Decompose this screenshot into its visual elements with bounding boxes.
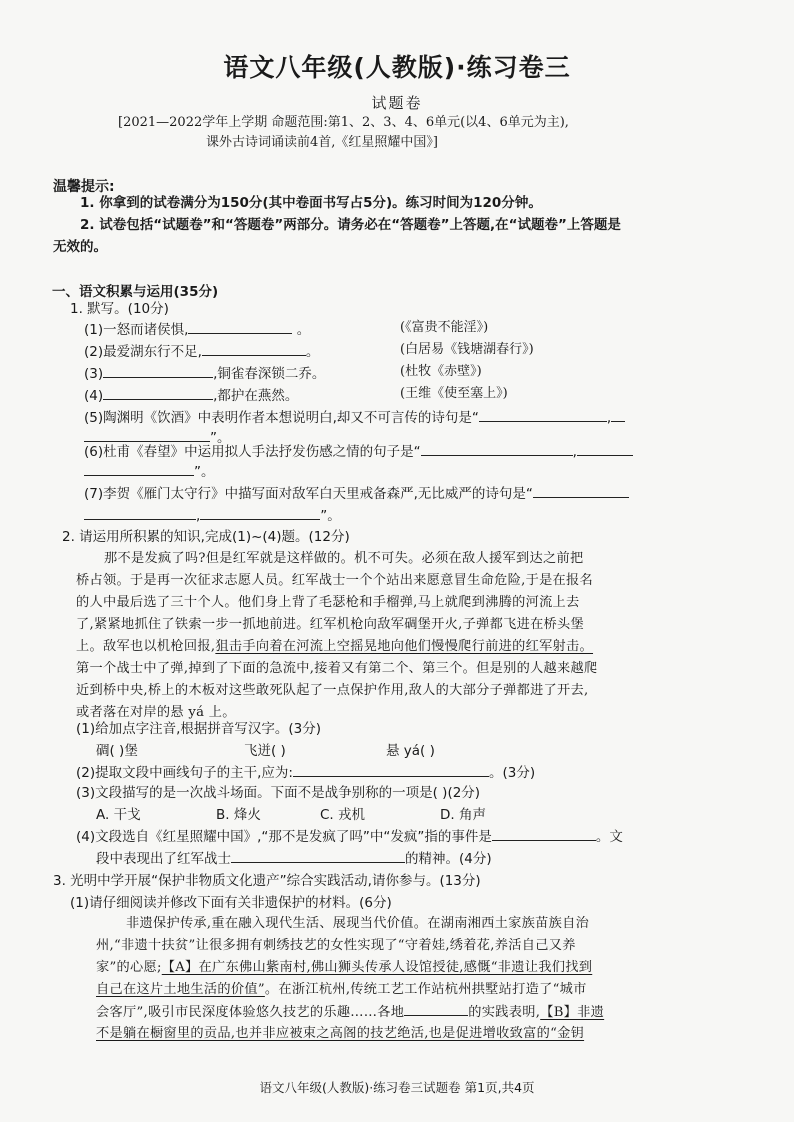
q1-6-text: (6)杜甫《春望》中运用拟人手法抒发伤感之情的句子是“ [84,444,421,460]
q1-1-end: 。 [296,322,311,338]
q2-sub-1-b[interactable]: 飞迸( ) [244,743,286,759]
q3-passage-3-a: 家”的心愿; [96,960,162,975]
q2-sub-4-blank-b[interactable] [231,848,405,863]
q3-underlined-a-end: 自己在这片土地生活的价值” [96,982,265,997]
q1-line-7 [84,483,629,505]
q1-7-comma: , [196,508,201,524]
q3-label: 3. 光明中学开展“保护非物质文化遗产”综合实践活动,请你参与。(13分) [53,873,481,889]
hint-heading: 温馨提示: [53,179,115,195]
q1-5-blank-b-start[interactable] [611,407,625,422]
hint-item-2b: 无效的。 [53,239,107,255]
q2-sub-4-end: 的精神。(4分) [405,851,492,867]
q1-3-text: (3) [84,366,104,382]
q1-4-source: (王维《使至塞上》) [400,386,508,401]
q2-sub-2-end: 。(3分) [488,765,536,781]
q1-line-2 [84,341,319,363]
q2-label: 2. 请运用所积累的知识,完成(1)~(4)题。(12分) [62,529,350,545]
q1-6-blank-a[interactable] [421,441,573,456]
q1-5-end: ”。 [210,430,231,446]
q2-underlined-sentence: 狙击手向着在河流上空摇晃地向他们慢慢爬行前进的红军射击。 [215,639,594,654]
q2-option-a[interactable]: A. 干戈 [96,807,141,823]
q3-passage-5-b: 的实践表明, [468,1005,541,1020]
q1-line-5 [84,407,625,429]
q2-sub-4-mid: 。文 [595,829,623,845]
q1-1-source: (《富贵不能淫》) [400,320,489,335]
q2-passage-6: 第一个战士中了弹,掉到了下面的急流中,接着又有第二个、第三个。但是别的人越来越爬 [76,661,598,676]
q1-1-text: (1)一怒而诸侯惧, [84,322,189,338]
q1-line-6 [84,441,633,463]
q3-passage-2: 州,“非遗十扶贫”让很多拥有刺绣技艺的女性实现了“守着娃,绣着花,养活自己又养 [96,938,576,953]
q1-7-blank-a[interactable] [533,483,629,498]
q3-passage-4-b: 。在浙江杭州,传统工艺工作站杭州拱墅站打造了“城市 [264,982,587,997]
q3-passage-5-a: 会客厅”,吸引市民深度体验悠久技艺的乐趣……各地 [96,1005,405,1020]
q1-7-text: (7)李贺《雁门太守行》中描写面对敌军白天里戒备森严,无比威严的诗句是“ [84,486,533,502]
q1-3-source: (杜牧《赤壁》) [400,364,482,379]
q2-sub-2 [76,762,535,784]
q2-passage-5 [76,636,748,659]
q2-option-c[interactable]: C. 戎机 [320,807,366,823]
q1-line-3 [84,363,325,385]
q1-line-7-cont [84,505,341,527]
q2-sub-1: (1)给加点字注音,根据拼音写汉字。(3分) [76,721,322,737]
q1-2-source: (白居易《钱塘湖春行》) [400,342,534,357]
q2-passage-2: 桥占领。于是再一次征求志愿人员。红军战士一个个站出来愿意冒生命危险,于是在报名 [76,573,594,588]
q1-6-blank-b-start[interactable] [577,441,633,456]
q2-sub-4 [76,826,623,848]
q1-1-blank[interactable] [188,319,292,334]
q2-sub-4-cont [96,848,492,870]
q2-sub-4-text-2: 段中表现出了红军战士 [96,851,231,867]
q3-passage-4 [96,979,744,1002]
q1-2-end: 。 [305,344,320,360]
q2-sub-3: (3)文段描写的是一次战斗场面。下面不是战争别称的一项是( )(2分) [76,785,481,801]
section-heading: 一、语文积累与运用(35分) [52,284,219,300]
q1-5-blank-b[interactable] [84,427,210,442]
q1-5-comma: , [606,410,612,426]
hint-item-1: 1. 你拿到的试卷满分为150分(其中卷面书写占5分)。练习时间为120分钟。 [80,195,542,211]
q3-passage-1: 非遗保护传承,重在融入现代生活、展现当代价值。在湖南湘西土家族苗族自治 [126,916,590,931]
q2-option-d[interactable]: D. 角声 [440,807,486,823]
q2-passage-4: 了,紧紧地抓住了铁索一步一抓地前进。红军机枪向敌军碉堡开火,子弹都飞进在桥头堡 [76,617,585,632]
q3-blank[interactable] [404,1001,468,1016]
q1-2-blank[interactable] [202,341,306,356]
q3-sub-1: (1)请仔细阅读并修改下面有关非遗保护的材料。(6分) [70,895,392,911]
hint-item-2a: 2. 试卷包括“试题卷”和“答题卷”两部分。请务必在“答题卷”上答题,在“试题卷”上答题是 [80,217,621,233]
q2-passage-1: 那不是发疯了吗?但是红军就是这样做的。机不可失。必须在敌人援军到达之前把 [104,551,584,566]
q3-underlined-b: 【B】非遗 [540,1005,605,1020]
q3-underlined-a: 【A】在广东佛山紫南村,佛山狮头传承人设馆授徒,感慨“非遗让我们找到 [161,960,593,975]
q1-6-comma: , [572,444,577,460]
q1-label: 1. 默写。(10分) [70,301,169,317]
q1-3-end: ,铜雀春深锁二乔。 [213,366,326,382]
q2-option-b[interactable]: B. 烽火 [216,807,261,823]
q1-4-text: (4) [84,388,104,404]
q1-6-blank-b[interactable] [84,461,194,476]
q1-7-blank-a-end[interactable] [84,505,196,520]
q2-passage-3: 的人中最后选了三十个人。他们身上背了毛瑟枪和手榴弹,马上就爬到沸腾的河流上去 [76,595,580,610]
q3-passage-5 [96,1001,744,1025]
q2-sub-4-blank-a[interactable] [492,826,596,841]
q2-sub-2-text: (2)提取文段中画线句子的主干,应为: [76,765,293,781]
page-footer: 语文八年级(人教版)·练习卷三试题卷 第1页,共4页 [259,1080,535,1095]
q3-passage-3 [96,957,744,980]
q2-sub-2-blank[interactable] [293,762,489,777]
q2-passage-7: 近到桥中央,桥上的木板对这些敢死队起了一点保护作用,敌人的大部分子弹都进了开去, [76,683,589,698]
q1-3-blank[interactable] [103,363,213,378]
q1-5-text: (5)陶渊明《饮酒》中表明作者本想说明白,却又不可言传的诗句是“ [84,410,479,426]
scope-line-2: 课外古诗词诵读前4首,《红星照耀中国》] [206,135,438,150]
q3-passage-6 [96,1023,744,1046]
q1-4-blank[interactable] [103,385,213,400]
q2-sub-1-c[interactable]: 悬 yá( ) [386,743,435,759]
q1-5-blank-a[interactable] [479,407,607,422]
q1-2-text: (2)最爱湖东行不足, [84,344,202,360]
page-subtitle: 试题卷 [371,94,423,112]
q1-line-1 [84,319,310,341]
q2-sub-1-a[interactable]: 碉( )堡 [96,743,138,759]
q1-4-end: ,都护在燕然。 [213,388,299,404]
q1-7-end: ”。 [320,508,341,524]
q3-underlined-b-cont: 不是躺在橱窗里的贡品,也并非应被束之高阁的技艺绝活,也是促进增收致富的“金钥 [96,1026,585,1041]
q2-passage-5-a: 上。敌军也以机枪回报, [76,639,216,654]
q1-line-6-cont [84,461,215,483]
q1-6-end: ”。 [194,464,215,480]
q2-passage-8: 或者落在对岸的悬 yá 上。 [76,705,236,720]
q1-line-4 [84,385,298,407]
scope-line-1: [2021—2022学年上学期 命题范围:第1、2、3、4、6单元(以4、6单元为主), [118,115,569,130]
page-title: 语文八年级(人教版)·练习卷三 [223,53,571,82]
q1-7-blank-b[interactable] [200,505,320,520]
q2-sub-4-text: (4)文段选自《红星照耀中国》,“那不是发疯了吗”中“发疯”指的事件是 [76,829,492,845]
